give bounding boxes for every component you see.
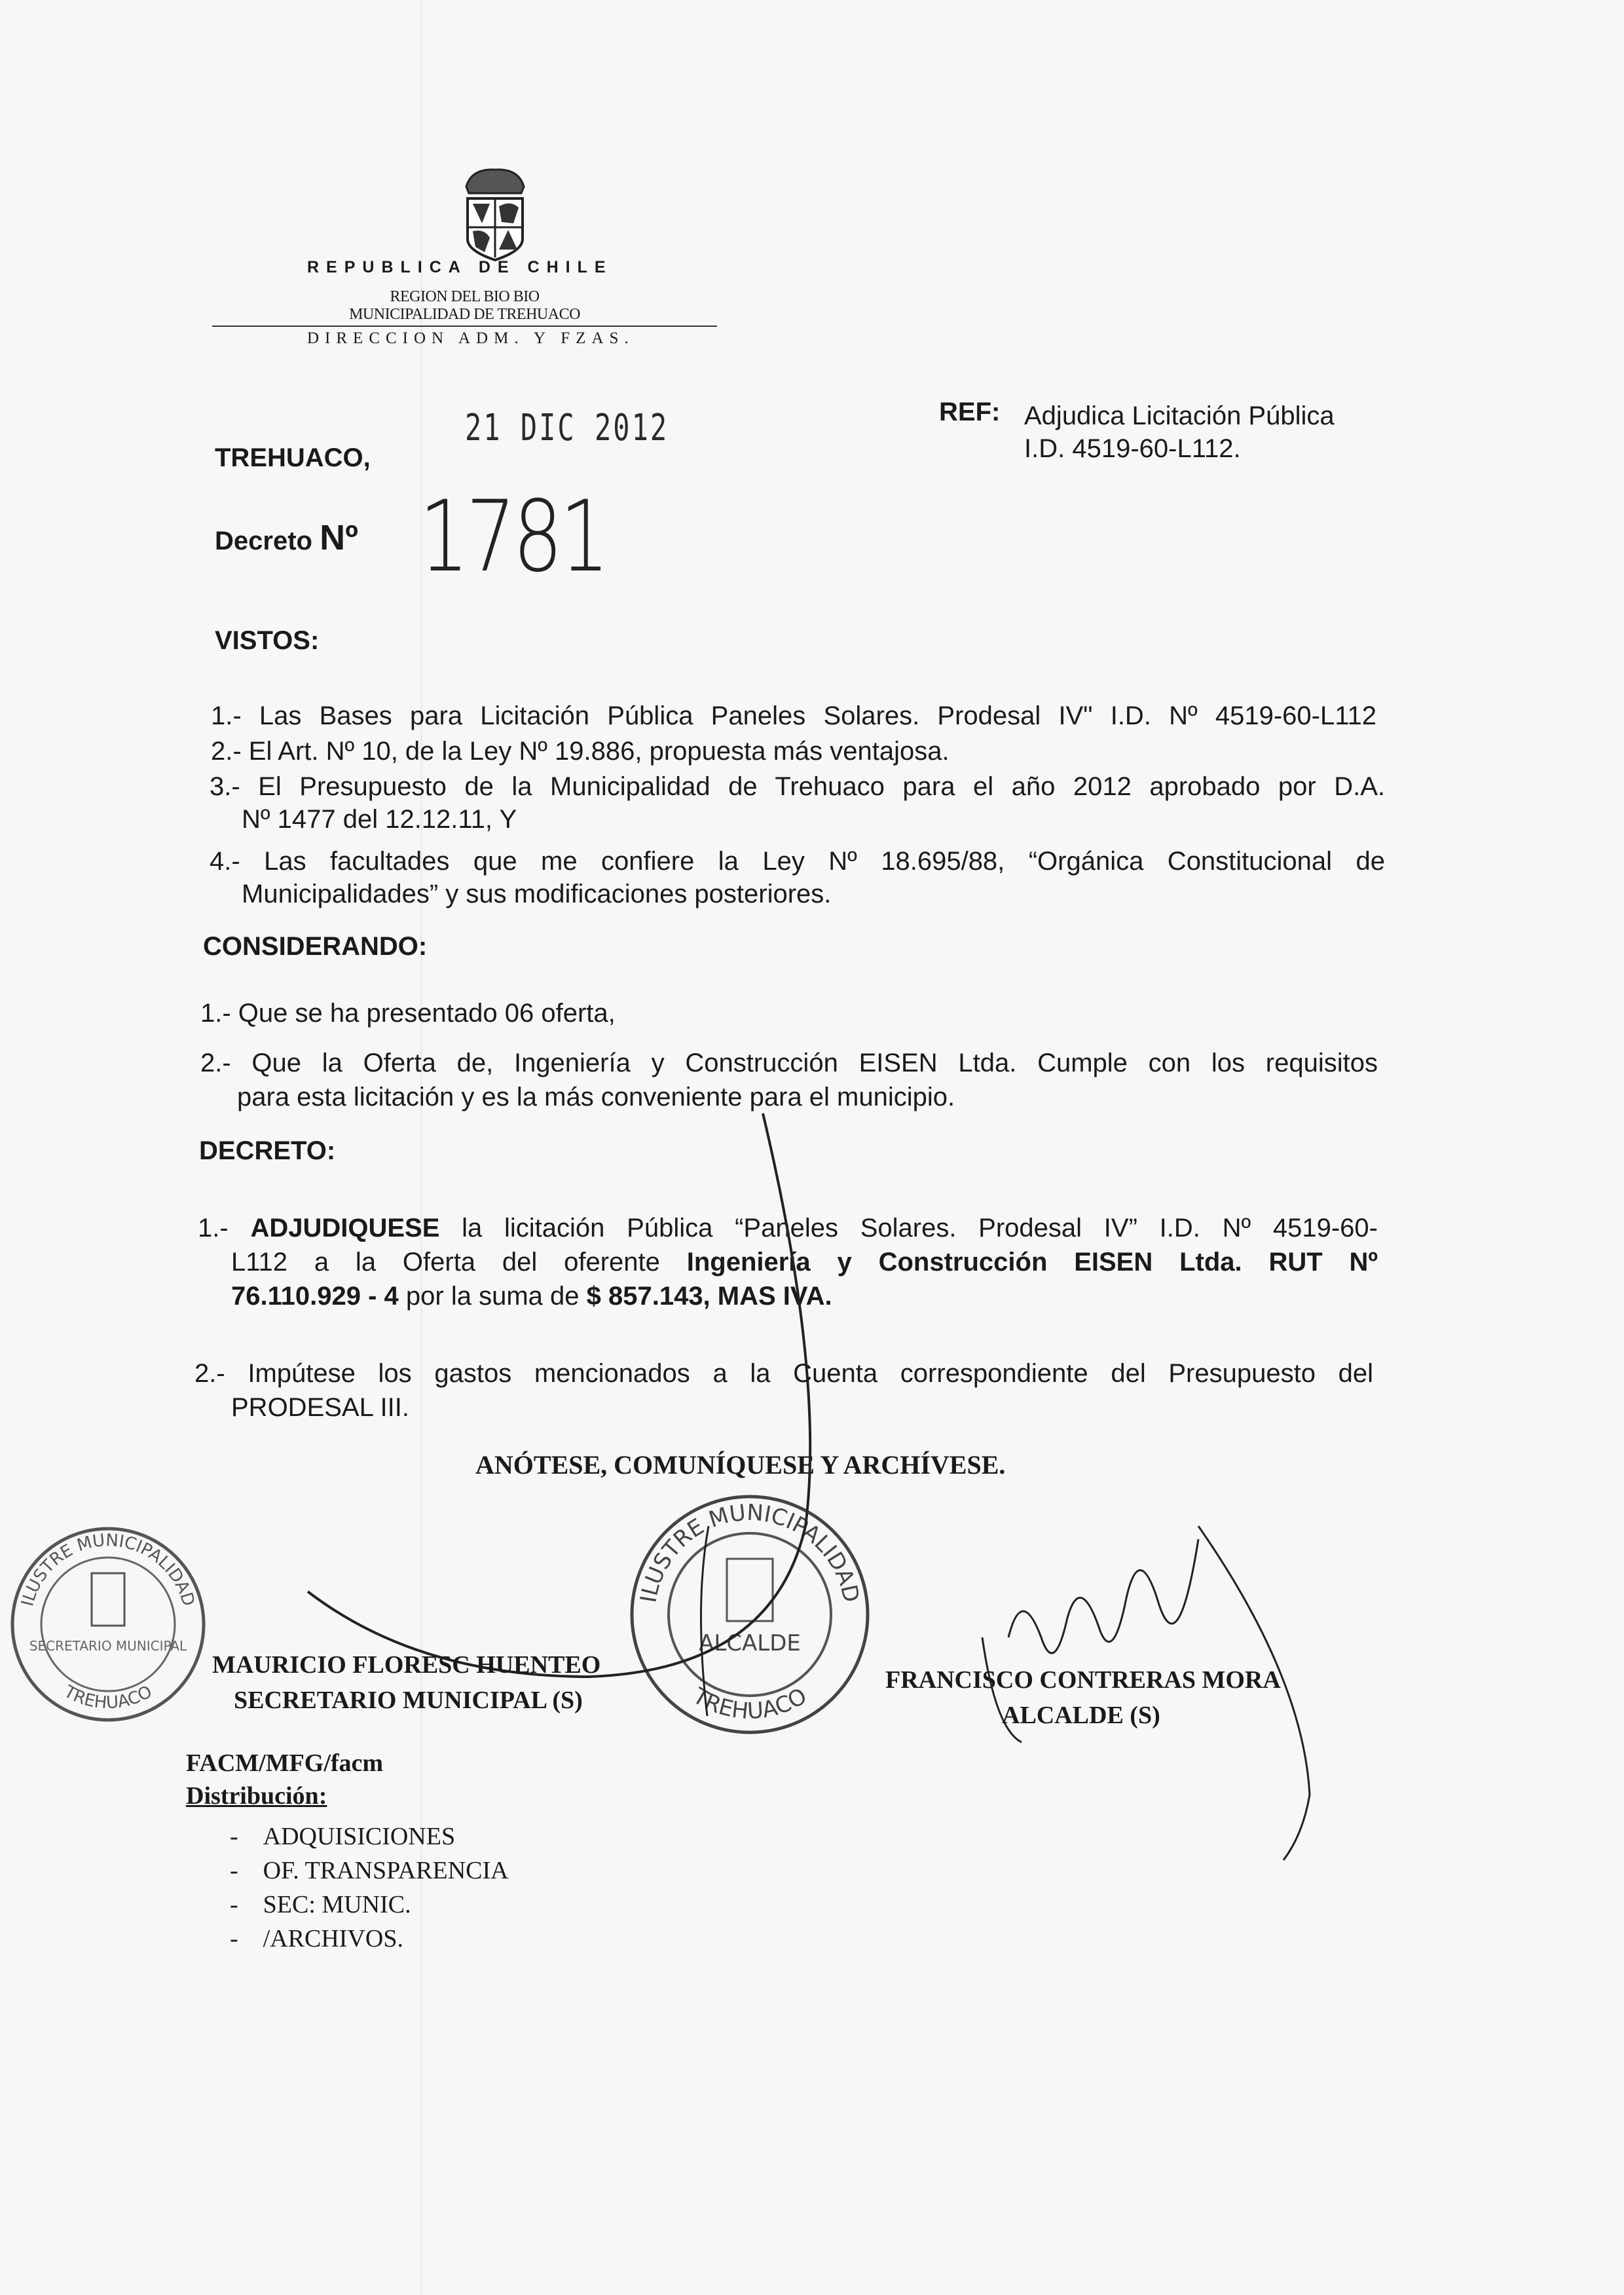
decreto-item-2: 2.- Impútese los gastos mencionados a la Cuenta correspondiente del Presupuesto del	[194, 1359, 1373, 1388]
svg-text:ILUSTRE MUNICIPALIDAD: ILUSTRE MUNICIPALIDAD	[18, 1531, 198, 1609]
distribution-list	[230, 1819, 509, 1956]
considerando-item: 1.- Que se ha presentado 06 oferta,	[200, 999, 616, 1028]
considerando-item-cont: para esta licitación y es la más conveniente para el municipio.	[237, 1083, 955, 1111]
decreto-item-1-line-3: 76.110.929 - 4 por la suma de $ 857.143, MAS IVA.	[231, 1282, 832, 1311]
vistos-item-cont: Nº 1477 del 12.12.11, Y	[242, 805, 517, 834]
ref-line-1: Adjudica Licitación Pública	[1024, 401, 1335, 430]
vistos-heading: VISTOS:	[215, 626, 320, 655]
svg-text:SECRETARIO MUNICIPAL: SECRETARIO MUNICIPAL	[29, 1638, 187, 1654]
signatory-title-mayor: ALCALDE (S)	[1002, 1702, 1160, 1729]
signatory-name-secretary: MAURICIO FLORESC HUENTEO	[212, 1651, 601, 1679]
initials: FACM/MFG/facm	[186, 1749, 384, 1777]
header-region: REGION DEL BIO BIO	[390, 288, 540, 305]
vistos-item: 2.- El Art. Nº 10, de la Ley Nº 19.886, propuesta más ventajosa.	[211, 737, 950, 766]
decreto-item-1-line-2: L112 a la Oferta del oferente Ingeniería y Construcción EISEN Ltda. RUT Nº	[231, 1248, 1378, 1277]
svg-text:TREHUACO: TREHUACO	[688, 1683, 811, 1725]
place: TREHUACO,	[215, 443, 371, 472]
ref-label: REF:	[939, 398, 1001, 426]
decreto-item-2-cont: PRODESAL III.	[231, 1393, 409, 1422]
svg-text:TREHUACO: TREHUACO	[60, 1681, 156, 1713]
distribution-heading: Distribución:	[186, 1782, 327, 1810]
distribution-item: - /ARCHIVOS.	[230, 1925, 403, 1952]
ref-line-2: I.D. 4519-60-L112.	[1024, 434, 1241, 463]
closing-formula: ANÓTESE, COMUNÍQUESE Y ARCHÍVESE.	[475, 1450, 1006, 1480]
considerando-item: 2.- Que la Oferta de, Ingeniería y Construcción EISEN Ltda. Cumple con los requisitos	[200, 1049, 1378, 1077]
header-department: DIRECCION ADM. Y FZAS.	[307, 329, 635, 347]
signatory-title-secretary: SECRETARIO MUNICIPAL (S)	[234, 1687, 583, 1714]
decreto-item-1-line-1: 1.- ADJUDIQUESE la licitación Pública “Paneles Solares. Prodesal IV” I.D. Nº 4519-60-	[198, 1214, 1378, 1242]
signatory-name-mayor: FRANCISCO CONTRERAS MORA	[885, 1666, 1281, 1694]
decree-number-handwritten: 1781	[419, 480, 607, 594]
svg-text:ILUSTRE MUNICIPALIDAD: ILUSTRE MUNICIPALIDAD	[635, 1499, 864, 1605]
decreto-heading: DECRETO:	[199, 1136, 336, 1165]
considerando-heading: CONSIDERANDO:	[203, 932, 428, 961]
date-stamp: 21 DIC 2012	[465, 407, 669, 449]
vistos-item: 4.- Las facultades que me confiere la Ley Nº 18.695/88, “Orgánica Constitucional de	[210, 847, 1385, 876]
distribution-item: - ADQUISICIONES	[230, 1823, 456, 1850]
vistos-item: 3.- El Presupuesto de la Municipalidad de Trehuaco para el año 2012 aprobado por D.A.	[210, 772, 1385, 801]
vistos-item-cont: Municipalidades” y sus modificaciones posteriores.	[242, 880, 832, 908]
vistos-item: 1.- Las Bases para Licitación Pública Paneles Solares. Prodesal IV" I.D. Nº 4519-60-L112	[211, 701, 1376, 730]
distribution-item: - SEC: MUNIC.	[230, 1891, 411, 1918]
svg-text:ALCALDE: ALCALDE	[699, 1630, 801, 1656]
decree-label: Decreto Nº	[215, 518, 358, 557]
distribution-item: - OF. TRANSPARENCIA	[230, 1857, 509, 1884]
header-republic: REPUBLICA DE CHILE	[307, 258, 613, 276]
header-municipality: MUNICIPALIDAD DE TREHUACO	[349, 306, 580, 323]
